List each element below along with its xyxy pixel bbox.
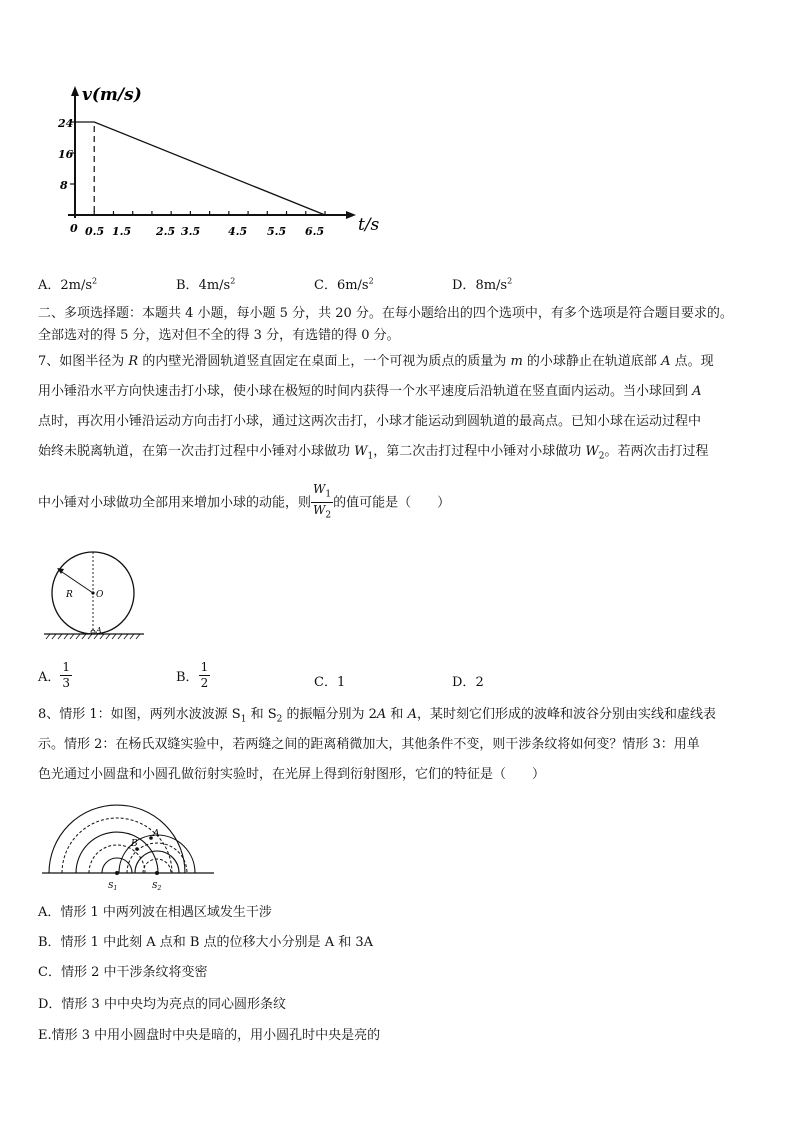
- q8-option-a[interactable]: A．情形 1 中两列波在相遇区域发生干涉: [38, 905, 272, 920]
- q7-text: 7、如图半径为: [38, 354, 129, 369]
- center-dot: [91, 591, 94, 594]
- q7-option-c-text: 1: [336, 675, 346, 690]
- q6-option-b-value: 4m/s: [198, 278, 231, 293]
- x-tick-label-5-5: 5.5: [267, 225, 287, 238]
- x-tick-label-1-5: 1.5: [112, 225, 132, 238]
- q6-option-c-value: 6m/s: [336, 278, 369, 293]
- q6-option-d[interactable]: [452, 274, 512, 293]
- q8-line3: 色光通过小圆盘和小圆孔做衍射实验时，在光屏上得到衍射图形，它们的特征是（ ）: [38, 767, 546, 782]
- x-tick-label-2-5: 2.5: [156, 225, 176, 238]
- q6-option-b-letter: B．: [176, 278, 199, 293]
- q8-var-a: A: [376, 707, 387, 722]
- q7-text: 的值可能是（ ）: [333, 495, 451, 511]
- s1-crest-outer: [49, 805, 185, 873]
- q6-option-b[interactable]: [176, 274, 235, 293]
- label-s1-sub: 1: [113, 885, 118, 892]
- frac-sub-2: 2: [325, 510, 332, 521]
- q7-var-w2: W: [585, 444, 599, 459]
- origin-label: 0: [70, 222, 78, 235]
- q6-option-d-letter: D．: [452, 278, 476, 293]
- q7-var-w1: W: [354, 444, 368, 459]
- q7-text: 点。现: [670, 354, 714, 369]
- q7-text: 中小锤对小球做功全部用来增加小球的动能，则: [38, 495, 312, 511]
- q7-option-d-letter: D．: [452, 675, 476, 690]
- q7-line3: 点时，再次用小锤沿运动方向击打小球，通过这两次击打，小球才能运动到圆轨道的最高点。已知小球在运动过程中: [38, 414, 702, 429]
- q7-option-a-fraction: [60, 660, 72, 691]
- label-s1-letter: S: [108, 881, 114, 890]
- q8-option-d[interactable]: D．情形 3 中中央均为亮点的同心圆形条纹: [38, 997, 286, 1012]
- q8-text: 和 S: [246, 707, 277, 722]
- q6-option-a-sup: 2: [92, 276, 98, 286]
- q6-option-a-value: 2m/s: [60, 278, 93, 293]
- q7-option-b-num: 1: [200, 660, 209, 674]
- circular-track-figure: [40, 540, 150, 640]
- q7-text: 的小球静止在轨道底部: [522, 354, 662, 369]
- x-tick-label-0-5: 0.5: [85, 225, 105, 238]
- radius-line: [59, 570, 93, 593]
- s1-trough-2: [62, 818, 172, 873]
- q7-sub-1: 1: [367, 451, 374, 462]
- source-s2-dot: [155, 871, 159, 875]
- q7-option-a-letter: A．: [38, 670, 61, 685]
- y-axis-arrow: [71, 86, 79, 96]
- label-s2-sub: 2: [157, 885, 162, 892]
- q7-var-m: m: [510, 354, 523, 369]
- section2-line2: 全部选对的得 5 分，选对但不全的得 3 分，有选错的得 0 分。: [38, 328, 400, 343]
- q6-option-a-letter: A．: [38, 278, 61, 293]
- label-o: O: [96, 590, 104, 600]
- label-s2: [152, 881, 161, 892]
- q8-line2: 示。情形 2：在杨氏双缝实验中，若两缝之间的距离稍微加大，其他条件不变，则干涉条纹将如何变？情形 3：用单: [38, 737, 700, 752]
- frac-w: W: [313, 482, 326, 496]
- x-axis-arrow: [346, 211, 356, 219]
- q6-option-d-sup: 2: [507, 276, 513, 286]
- q8-var-a: A: [407, 707, 417, 722]
- x-tick-label-4-5: 4.5: [228, 225, 248, 238]
- vt-graph: [50, 78, 400, 248]
- q8-option-c[interactable]: C．情形 2 中干涉条纹将变密: [38, 965, 208, 980]
- q8-text: 8、情形 1：如图，两列水波波源 S: [38, 707, 241, 722]
- q7-option-b-letter: B．: [176, 670, 199, 685]
- y-axis-label: v(m/s): [82, 85, 142, 105]
- q8-text: 和: [386, 707, 408, 722]
- q7-text: 的内壁光滑圆轨道竖直固定在桌面上，一个可视为质点的质量为: [138, 354, 511, 369]
- frac-w: W: [313, 503, 326, 518]
- q6-option-c-sup: 2: [368, 276, 374, 286]
- q7-text: 始终未脱离轨道，在第一次击打过程中小锤对小球做功: [38, 444, 355, 459]
- y-tick-label-8: 8: [60, 179, 68, 192]
- label-r: R: [66, 590, 73, 600]
- label-a: A: [96, 626, 102, 635]
- label-s1: [108, 881, 117, 892]
- q7-var-r: R: [128, 354, 139, 369]
- q6-option-c[interactable]: [314, 274, 374, 293]
- q6-option-d-value: 8m/s: [475, 278, 508, 293]
- q8-line1: [38, 706, 716, 729]
- frac-sub-1: 1: [325, 489, 332, 500]
- q7-option-b-den: 2: [200, 676, 209, 690]
- q8-text: 的振幅分别为 2: [282, 707, 377, 722]
- q7-option-b[interactable]: [176, 660, 210, 691]
- y-tick-label-16: 16: [58, 148, 74, 161]
- q7-option-a[interactable]: [38, 660, 72, 691]
- q7-option-d[interactable]: [452, 671, 484, 690]
- q7-var-a: A: [661, 354, 671, 369]
- q7-option-b-fraction: [199, 660, 211, 691]
- x-tick-label-3-5: 3.5: [181, 225, 201, 238]
- q7-sub-2: 2: [598, 451, 605, 462]
- wave-interference-figure: [38, 800, 218, 892]
- label-b: B: [131, 839, 138, 849]
- q7-option-c-letter: C．: [314, 675, 337, 690]
- label-a: A: [153, 829, 160, 839]
- q8-sub-2: 2: [276, 714, 283, 725]
- q6-option-b-sup: 2: [230, 276, 236, 286]
- q7-text: 用小锤沿水平方向快速击打小球，使小球在极短的时间内获得一个水平速度后沿轨道在竖直面内运动。当小球回到: [38, 384, 693, 399]
- q7-option-d-text: 2: [475, 675, 484, 690]
- q7-option-a-num: 1: [62, 660, 71, 674]
- q7-text: 。若两次击打过程: [604, 444, 709, 459]
- velocity-series-line: [75, 122, 325, 215]
- y-tick-label-24: 24: [58, 117, 74, 130]
- q7-var-a: A: [692, 384, 702, 399]
- q7-line2: [38, 383, 702, 401]
- q8-option-b[interactable]: B．情形 1 中此刻 A 点和 B 点的位移大小分别是 A 和 3A: [38, 935, 374, 950]
- q8-option-e[interactable]: E.情形 3 中用小圆盘时中央是暗的，用小圆孔时中央是亮的: [38, 1028, 381, 1043]
- q7-line4: [38, 443, 709, 466]
- q8-text: ，某时刻它们形成的波峰和波谷分别由实线和虚线表: [416, 707, 716, 722]
- x-tick-label-6-5: 6.5: [305, 225, 325, 238]
- q6-option-a[interactable]: [38, 274, 97, 293]
- q7-text: ，第二次击打过程中小锤对小球做功: [373, 444, 586, 459]
- q7-line1: [38, 353, 714, 371]
- q8-sub-1: 1: [240, 714, 247, 725]
- s1-crest-2: [76, 832, 158, 873]
- section2-line1: 二、多项选择题：本题共 4 小题，每小题 5 分，共 20 分。在每小题给出的四个选项中，有多个选项是符合题目要求的。: [38, 306, 733, 321]
- label-s2-letter: S: [152, 881, 158, 890]
- w1-over-w2-fraction: [311, 482, 333, 524]
- q7-option-a-den: 3: [62, 676, 71, 690]
- ground-hatching: [46, 634, 140, 639]
- q6-option-c-letter: C．: [314, 278, 337, 293]
- x-axis-label: t/s: [358, 215, 380, 235]
- source-s1-dot: [115, 871, 119, 875]
- q7-line5: [38, 482, 450, 524]
- q7-option-c[interactable]: [314, 671, 345, 690]
